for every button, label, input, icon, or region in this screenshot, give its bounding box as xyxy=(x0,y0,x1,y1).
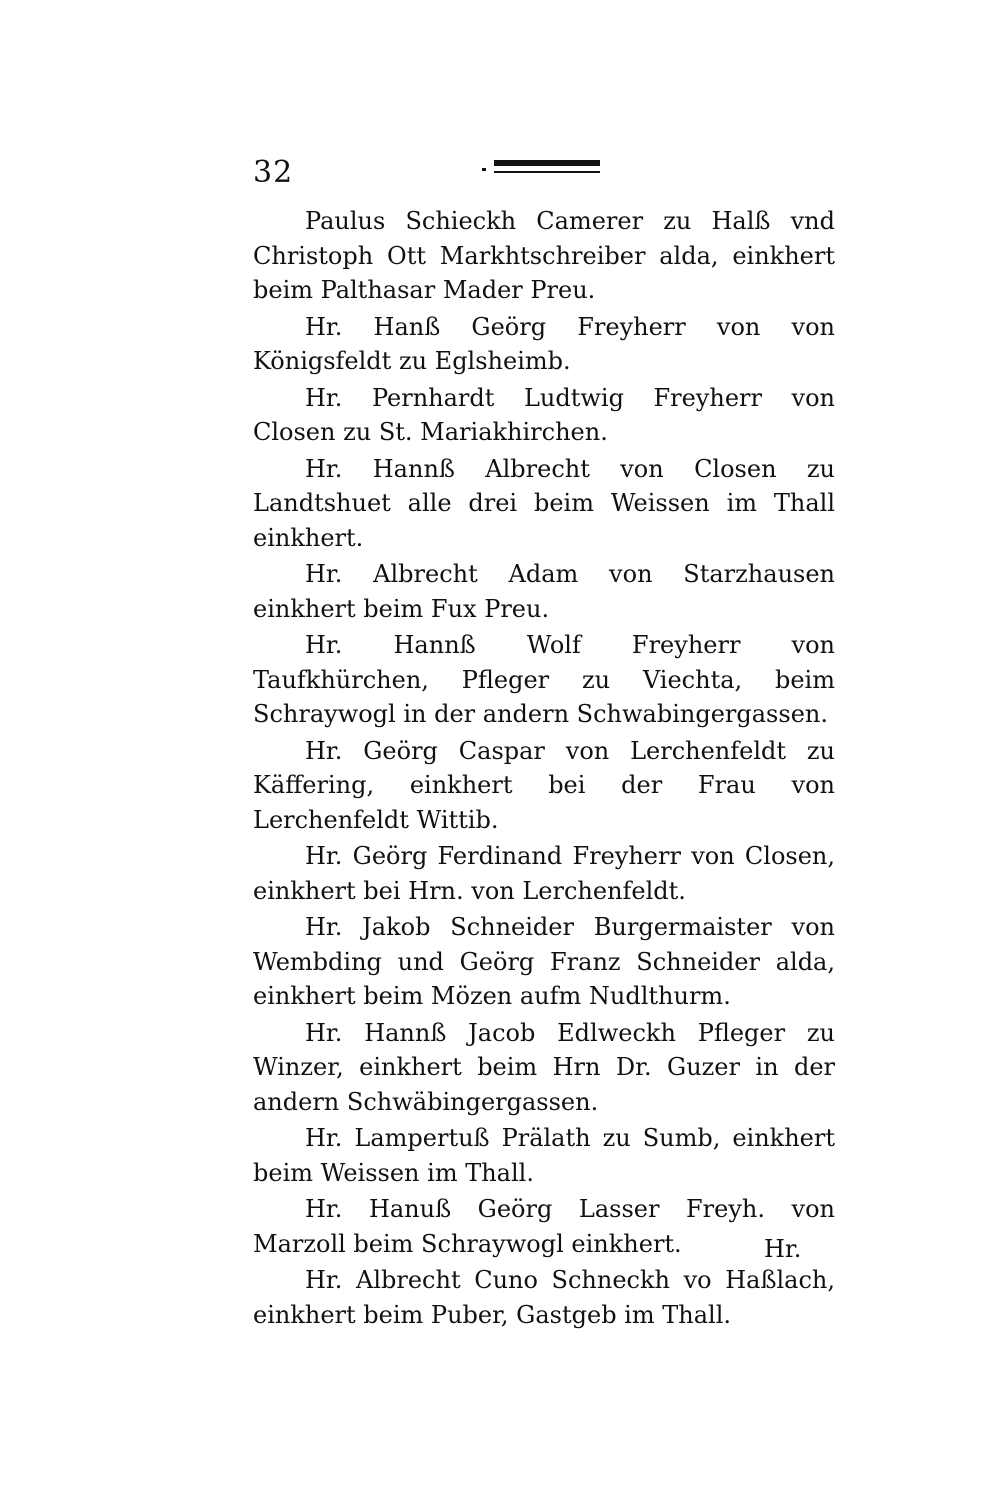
entry-paragraph: Hr. Hannß Jacob Edlweckh Pfleger zu Winzer, einkhert beim Hrn Dr. Guzer in der andern Schwäbingergassen. xyxy=(253,1018,835,1116)
rule-thin-line xyxy=(494,171,600,173)
page-body-text xyxy=(253,204,835,1334)
catchword: Hr. xyxy=(764,1235,802,1263)
rule-thick-line xyxy=(494,160,600,166)
entry-paragraph: Hr. Albrecht Cuno Schneckh vo Haßlach, einkhert beim Puber, Gastgeb im Thall. xyxy=(253,1266,835,1329)
header-rule-ornament xyxy=(482,155,600,179)
entry-paragraph: Hr. Geörg Caspar von Lerchenfeldt zu Käffering, einkhert bei der Frau von Lerchenfeldt Wittib. xyxy=(253,736,835,834)
entry-paragraph: Hr. Albrecht Adam von Starzhausen einkhert beim Fux Preu. xyxy=(253,560,835,623)
entry-paragraph: Hr. Jakob Schneider Burgermaister von Wembding und Geörg Franz Schneider alda, einkhert beim Mözen aufm Nudlthurm. xyxy=(253,913,835,1010)
entry-paragraph: Hr. Hannß Wolf Freyherr von Taufkhürchen, Pfleger zu Viechta, beim Schraywogl in der andern Schwabingergassen. xyxy=(253,631,835,728)
entry-paragraph: Hr. Hannß Albrecht von Closen zu Landtshuet alle drei beim Weissen im Thall einkhert. xyxy=(253,454,835,552)
entry-paragraph: Hr. Pernhardt Ludtwig Freyherr von Closen zu St. Mariakhirchen. xyxy=(253,383,835,446)
entry-paragraph: Hr. Hanß Geörg Freyherr von von Königsfeldt zu Eglsheimb. xyxy=(253,312,835,375)
entry-paragraph: Hr. Lampertuß Prälath zu Sumb, einkhert beim Weissen im Thall. xyxy=(253,1124,835,1187)
entry-paragraph: Hr. Hanuß Geörg Lasser Freyh. von Marzoll beim Schraywogl einkhert. xyxy=(253,1195,835,1258)
page-number: 32 xyxy=(253,155,294,190)
entry-paragraph: Paulus Schieckh Camerer zu Halß vnd Christoph Ott Markhtschreiber alda, einkhert beim Palthasar Mader Preu. xyxy=(253,207,835,304)
entry-paragraph: Hr. Geörg Ferdinand Freyherr von Closen, einkhert bei Hrn. von Lerchenfeldt. xyxy=(253,842,835,905)
rule-dot xyxy=(482,168,486,171)
